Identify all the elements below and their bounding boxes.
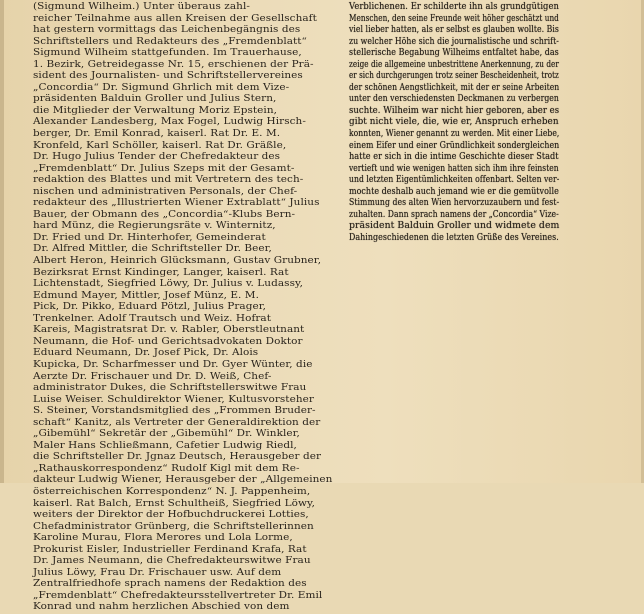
text-line: die Mitglieder der Verwaltung Moriz Epstein, xyxy=(33,105,278,116)
text-line: Kronfeld, Karl Schöller, kaiserl. Rat Dr. Gräßle, xyxy=(33,140,287,151)
text-line: präsident Balduin Groller und widmete dem xyxy=(349,221,560,232)
text-line: Dr. Alfred Mittler, die Schriftsteller Dr. Beer, xyxy=(33,244,272,255)
text-line: suchte. Wilheim war nicht hier geboren, aber es xyxy=(349,105,560,116)
text-line: Julius Löwy, Frau Dr. Frischauer usw. Auf dem xyxy=(33,567,282,578)
text-line: Kupicka, Dr. Scharfmesser und Dr. Gyer Wünter, die xyxy=(33,359,313,370)
text-line: Edmund Mayer, Mittler, Josef Münz, E. M. xyxy=(33,290,259,301)
text-line: hatte er sich in die intime Geschichte dieser Stadt xyxy=(349,152,559,163)
text-line: Alexander Landesberg, Max Fogel, Ludwig Hirsch- xyxy=(33,117,306,128)
text-line: Dr. Hugo Julius Tender der Chefredakteur des xyxy=(33,152,281,163)
text-line: er sich durchgerungen trotz seiner Bescheidenheit, trotz xyxy=(349,71,559,82)
text-line: kaiserl. Rat Balch, Ernst Schultheiß, Siegfried Löwy, xyxy=(33,498,315,509)
text-line: Luise Weiser. Schuldirektor Wiener, Kultusvorsteher xyxy=(33,394,314,405)
text-line: Maler Hans Schließmann, Cafetier Ludwig Riedl, xyxy=(33,440,297,451)
text-line: Albert Heron, Heinrich Glücksmann, Gustav Grubner, xyxy=(33,256,322,267)
text-line: zu welcher Höhe sich die journalistische und schrift- xyxy=(349,36,559,47)
text-line: Prokurist Eisler, Industrieller Ferdinand Krafa, Rat xyxy=(33,544,307,555)
text-line: der schönen Aengstlichkeit, mit der er seine Arbeiten xyxy=(349,82,560,93)
text-line: stellerische Begabung Wilheims entfaltet habe, das xyxy=(349,48,559,59)
text-line: weiters der Direktor der Hofbuchdruckerei Lotties, xyxy=(33,510,309,521)
text-line: reicher Teilnahme aus allen Kreisen der Gesellschaft xyxy=(33,13,317,24)
text-line: konnten, Wiener genannt zu werden. Mit einer Liebe, xyxy=(349,129,560,140)
text-line: viel lieber hatten, als er selbst es glauben wollte. Bis xyxy=(349,25,559,36)
text-line: unter den verschiedensten Deckmanen zu verbergen xyxy=(349,94,559,105)
text-line: „Fremdenblatt“ Chefredakteursstellvertreter Dr. Emil xyxy=(33,590,323,601)
article-right-column xyxy=(349,2,559,244)
text-line: zuhalten. Dann sprach namens der „Concordia“ Vize- xyxy=(349,209,559,220)
text-line: „Gibemühl“ Sekretär der „Gibemühl“ Dr. Winkler, xyxy=(33,429,300,440)
text-line: österreichischen Korrespondenz“ N. J. Pappenheim, xyxy=(33,486,311,497)
text-line: Verblichenen. Er schilderte ihn als grundgütigen xyxy=(349,2,559,12)
text-line: berger, Dr. Emil Konrad, kaiserl. Rat Dr. E. M. xyxy=(33,129,281,140)
text-line: und letzten Eigentümlichkeiten offenbart. Selten ver- xyxy=(349,175,560,186)
text-line: hard Münz, die Regierungsräte v. Winternitz, xyxy=(33,221,276,232)
text-line: nischen und administrativen Personals, der Chef- xyxy=(33,186,298,197)
text-line: (Sigmund Wilheim.) Unter überaus zahl- xyxy=(33,2,250,12)
text-line: 1. Bezirk, Getreidegasse Nr. 15, erschienen der Prä- xyxy=(33,59,314,70)
text-line: Eduard Neumann, Dr. Josef Pick, Dr. Alois xyxy=(33,348,259,359)
text-line: Dr. James Neumann, die Chefredakteurswitwe Frau xyxy=(33,556,311,567)
text-line: Dahingeschiedenen die letzten Grüße des Vereines. xyxy=(349,232,559,243)
text-line: die Schriftsteller Dr. Jgnaz Deutsch, Herausgeber der xyxy=(33,452,322,463)
text-line: S. Steiner, Vorstandsmitglied des „Frommen Bruder- xyxy=(33,406,316,417)
text-line: Kareis, Magistratsrat Dr. v. Rabler, Oberstleutnant xyxy=(33,325,305,336)
paper-left-edge xyxy=(0,0,4,483)
text-line: redakteur des „Illustrierten Wiener Extrablatt“ Julius xyxy=(33,198,320,209)
text-line: einem Eifer und einer Gründlichkeit sondergleichen xyxy=(349,140,560,151)
text-line: Menschen, den seine Freunde weit höher geschätzt und xyxy=(349,13,559,24)
text-line: sident des Journalisten- und Schriftstellervereines xyxy=(33,71,303,82)
text-line: Chefadministrator Grünberg, die Schriftstellerinnen xyxy=(33,521,314,532)
text-line: schaft“ Kanitz, als Vertreter der Generaldirektion der xyxy=(33,417,321,428)
text-line: Karoline Murau, Flora Merores und Lola Lorme, xyxy=(33,533,293,544)
article-left-column xyxy=(33,2,339,614)
text-line: „Concordia“ Dr. Sigmund Ghrlich mit dem Vize- xyxy=(33,82,290,93)
text-line: präsidenten Balduin Groller und Julius Stern, xyxy=(33,94,277,105)
text-line: Konrad und nahm herzlichen Abschied von dem xyxy=(33,602,290,613)
text-line: Schriftstellers und Redakteurs des „Fremdenblatt“ xyxy=(33,36,307,47)
text-line: zeige die allgemeine unbestrittene Anerkennung, zu der xyxy=(349,59,559,70)
text-line: „Rathauskorrespondenz“ Rudolf Kigl mit dem Re- xyxy=(33,463,300,474)
text-line: hat gestern vormittags das Leichenbegängnis des xyxy=(33,25,301,36)
text-line: Bauer, der Obmann des „Concordia“-Klubs Bern- xyxy=(33,209,296,220)
text-line: dakteur Ludwig Wiener, Herausgeber der „Allgemeinen xyxy=(33,475,333,486)
text-line: Stimmung des alten Wien hervorzuzaubern und fest- xyxy=(349,198,560,209)
text-line: Neumann, die Hof- und Gerichtsadvokaten Doktor xyxy=(33,336,303,347)
text-line: Trenkelner. Adolf Trautsch und Weiz. Hofrat xyxy=(33,313,271,324)
text-line: administrator Dukes, die Schriftstellerswitwe Frau xyxy=(33,383,307,394)
text-line: Aerzte Dr. Frischauer und Dr. D. Weiß, Chef- xyxy=(33,371,272,382)
text-line: Sigmund Wilheim stattgefunden. Im Trauerhause, xyxy=(33,48,302,59)
text-line: Dr. Fried und Dr. Hinterhofer, Gemeinderat xyxy=(33,232,266,243)
text-line: „Fremdenblatt“ Dr. Julius Szeps mit der Gesamt- xyxy=(33,163,295,174)
text-line: vertieft und wie wenigen hatten sich ihm ihre feinsten xyxy=(349,163,559,174)
text-line: gibt nicht viele, die, wie er, Anspruch erheben xyxy=(349,117,559,128)
text-line: Pick, Dr. Pikko, Eduard Pötzl, Julius Prager, xyxy=(33,302,267,313)
text-line: Bezirksrat Ernst Kindinger, Langer, kaiserl. Rat xyxy=(33,267,289,278)
text-line: Lichtenstadt, Siegfried Löwy, Dr. Julius v. Ludassy, xyxy=(33,279,303,290)
text-line: redaktion des Blattes und mit Vertretern des tech- xyxy=(33,175,304,186)
text-line: mochte deshalb auch jemand wie er die gemütvolle xyxy=(349,186,559,197)
text-line: Zentralfriedhofe sprach namens der Redaktion des xyxy=(33,579,307,590)
